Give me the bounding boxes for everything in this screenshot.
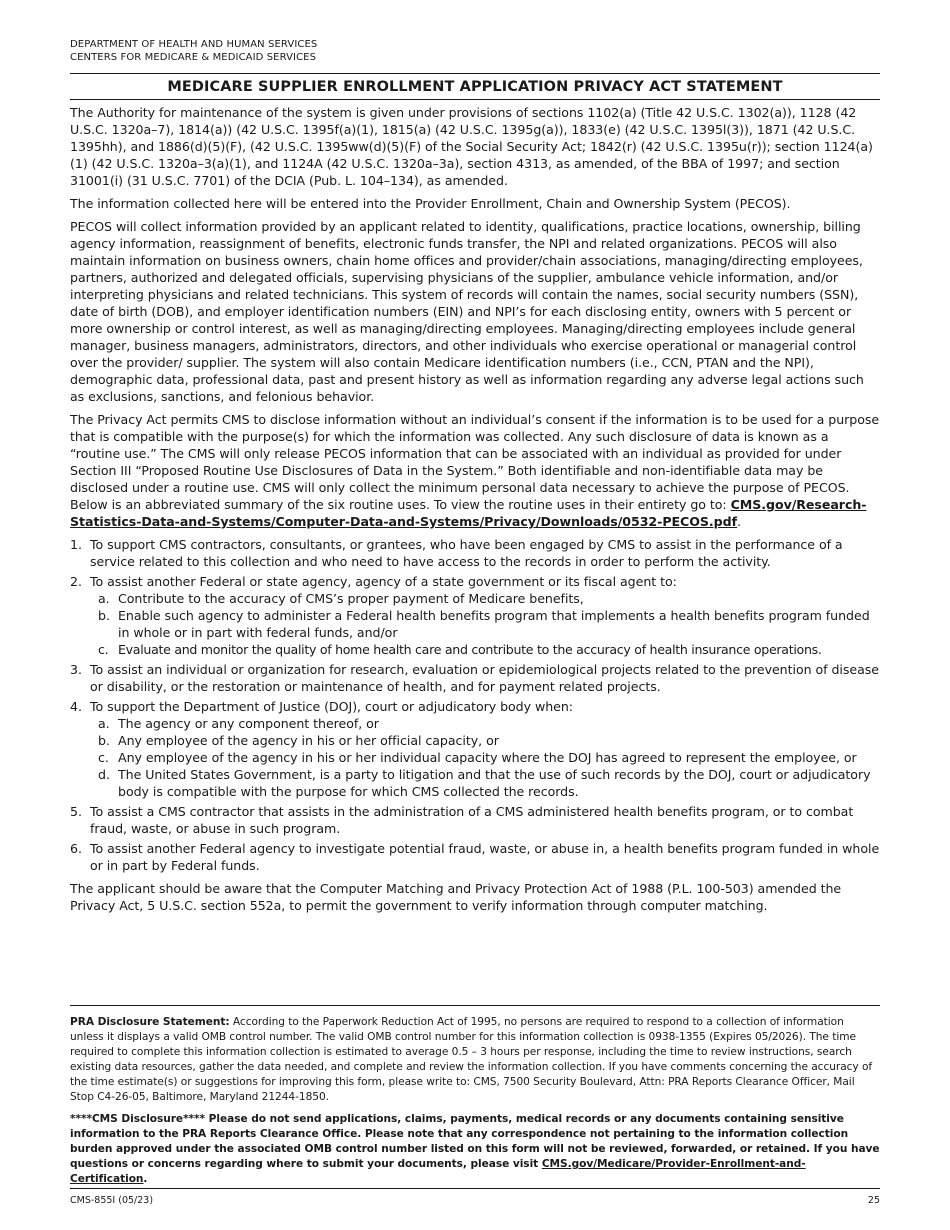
sub-item-letter: c.	[98, 750, 109, 765]
list-item-text: To support the Department of Justice (DOJ), court or adjudicatory body when:	[90, 699, 573, 714]
list-item	[70, 803, 880, 837]
sub-item-letter: d.	[98, 767, 110, 782]
sub-item-letter: b.	[98, 733, 110, 748]
sub-list-item	[90, 641, 880, 658]
computer-matching-paragraph: The applicant should be aware that the Computer Matching and Privacy Protection Act of 1988 (P.L. 100-503) amended the Privacy Act, 5 U.S.C. section 552a, to permit the government to verify information through computer matching.	[70, 881, 842, 913]
statement-body	[70, 104, 880, 914]
privacy-act-paragraph	[70, 411, 880, 530]
title-bottom-rule	[70, 99, 880, 100]
sub-list-item	[90, 766, 880, 800]
cms-disclosure-text: ****CMS Disclosure**** Please do not send applications, claims, payments, medical records or any documents containing sensitive information to the PRA Reports Clearance Office. Please note that any correspondence not pertaining to the information collection burden approved under the associated OMB control number listed on this form will not be reviewed, forwarded, or retained. If you have questions or concerns regarding where to submit your documents, please visit	[70, 1113, 880, 1170]
form-id: CMS-855I (05/23)	[70, 1195, 154, 1206]
list-item-text: To assist an individual or organization for research, evaluation or epidemiological projects related to the prevention of disease or disability, or the restoration or maintenance of health, and for payment related projects.	[90, 662, 879, 694]
pecos-detail-paragraph: PECOS will collect information provided by an applicant related to identity, qualifications, practice locations, ownership, billing agency information, reassignment of benefits, electronic funds transfer, the NPI and related organizations. PECOS will also maintain information on business owners, chain home offices and provider/chain associations, managing/directing employees, partners, authorized and delegated officials, supervising physicians of the supplier, ambulance vehicle information, and/or interpreting physicians and related technicians. This system of records will contain the names, social security numbers (SSN), date of birth (DOB), and employer identification numbers (EIN) and NPI’s for each disclosing entity, owners with 5 percent or more ownership or control interest, as well as managing/directing employees. Managing/directing employees include general manager, business managers, administrators, directors, and other individuals who exercise operational or managerial control over the provider/ supplier. The system will also contain Medicare identification numbers (i.e., CCN, PTAN and the NPI), demographic data, professional data, past and present history as well as information regarding any adverse legal actions such as exclusions, sanctions, and felonious behavior.	[70, 219, 864, 404]
list-item-number: 5.	[70, 804, 82, 819]
list-item	[70, 661, 880, 695]
title-top-rule	[70, 73, 880, 74]
cms-disclosure-end: .	[143, 1173, 148, 1185]
pra-label: PRA Disclosure Statement:	[70, 1016, 230, 1028]
pra-text: According to the Paperwork Reduction Act of 1995, no persons are required to respond to a collection of information unless it displays a valid OMB control number. The valid OMB control number for this information collection is 0938-1355 (Expires 05/2026). The time required to complete this information collection is estimated to average 0.5 – 3 hours per response, including the time to review instructions, search existing data resources, gather the data needed, and complete and review the information collection. If you have comments concerning the accuracy of the time estimate(s) or suggestions for improving this form, please write to: CMS, 7500 Security Boulevard, Attn: PRA Reports Clearance Officer, Mail Stop C4-26-05, Baltimore, Maryland 21244-1850.	[70, 1016, 873, 1103]
routine-uses-list	[70, 536, 880, 874]
sub-item-text: Contribute to the accuracy of CMS’s proper payment of Medicare benefits,	[118, 591, 584, 606]
page-number: 25	[867, 1195, 880, 1206]
sub-list-item	[90, 732, 880, 749]
list-item-text: To assist another Federal or state agency, agency of a state government or its fiscal agent to:	[90, 574, 677, 589]
provider-enrollment-link[interactable]: CMS.gov/Medicare/Provider-Enrollment-and-Certification	[70, 1158, 806, 1185]
sub-list	[90, 715, 880, 800]
sub-item-text: Any employee of the agency in his or her official capacity, or	[118, 733, 499, 748]
agency-line-2: CENTERS FOR MEDICARE & MEDICAID SERVICES	[70, 52, 317, 63]
disclosure-body	[70, 1015, 880, 1187]
list-item-number: 2.	[70, 574, 82, 589]
pecos-intro-paragraph: The information collected here will be entered into the Provider Enrollment, Chain and Ownership System (PECOS).	[70, 196, 791, 211]
agency-header	[70, 38, 880, 64]
sub-list	[90, 590, 880, 658]
sub-item-text: Enable such agency to administer a Federal health benefits program that implements a health benefits program funded in whole or in part with federal funds, and/or	[118, 608, 870, 640]
sub-item-letter: b.	[98, 608, 110, 623]
list-item	[70, 536, 880, 570]
sub-list-item	[90, 749, 880, 766]
list-item	[70, 698, 880, 800]
privacy-act-end: .	[737, 514, 741, 529]
list-item-text: To assist another Federal agency to investigate potential fraud, waste, or abuse in, a health benefits program funded in whole or in part by Federal funds.	[90, 841, 880, 873]
sub-list-item	[90, 590, 880, 607]
sub-item-letter: a.	[98, 591, 110, 606]
cms-disclosure	[70, 1112, 880, 1187]
document-page	[70, 38, 880, 914]
pra-statement	[70, 1015, 880, 1105]
list-item-number: 4.	[70, 699, 82, 714]
privacy-act-text: The Privacy Act permits CMS to disclose information without an individual’s consent if the information is to be used for a purpose that is compatible with the purpose(s) for which the information was collected. Any such disclosure of data is known as a “routine use.” The CMS will only release PECOS information that can be associated with an individual as provided for under Section III “Proposed Routine Use Disclosures of Data in the System.” Both identifiable and non-identifiable data may be disclosed under a routine use. CMS will only collect the minimum personal data necessary to achieve the purpose of PECOS. Below is an abbreviated summary of the six routine uses. To view the routine uses in their entirety go to:	[70, 412, 880, 512]
sub-item-letter: c.	[98, 642, 109, 657]
list-item-number: 6.	[70, 841, 82, 856]
disclosure-rule	[70, 1005, 880, 1006]
sub-list-item	[90, 607, 880, 641]
sub-list-item	[90, 715, 880, 732]
disclosure-section	[70, 1005, 880, 1187]
list-item	[70, 840, 880, 874]
sub-item-text: The United States Government, is a party to litigation and that the use of such records by the DOJ, court or adjudicatory body is compatible with the purpose for which CMS collected the records.	[118, 767, 871, 799]
list-item	[70, 573, 880, 658]
sub-item-text: Any employee of the agency in his or her individual capacity where the DOJ has agreed to represent the employee, or	[118, 750, 857, 765]
list-item-text: To support CMS contractors, consultants, or grantees, who have been engaged by CMS to assist in the performance of a service related to this collection and who need to have access to the records in order to perform the activity.	[90, 537, 843, 569]
list-item-number: 3.	[70, 662, 82, 677]
list-item-number: 1.	[70, 537, 82, 552]
routine-uses-link[interactable]: CMS.gov/Research-Statistics-Data-and-Systems/Computer-Data-and-Systems/Privacy/Downloads/0532-PECOS.pdf	[70, 497, 867, 529]
authority-paragraph: The Authority for maintenance of the system is given under provisions of sections 1102(a) (Title 42 U.S.C. 1302(a)), 1128 (42 U.S.C. 1320a–7), 1814(a)) (42 U.S.C. 1395f(a)(1), 1815(a) (42 U.S.C. 1395g(a)), 1833(e) (42 U.S.C. 1395l(3)), 1871 (42 U.S.C. 1395hh), and 1886(d)(5)(F), (42 U.S.C. 1395ww(d)(5)(F) of the Social Security Act; 1842(r) (42 U.S.C. 1395u(r)); section 1124(a)(1) (42 U.S.C. 1320a–3(a)(1), and 1124A (42 U.S.C. 1320a–3a), section 4313, as amended, of the BBA of 1997; and section 31001(i) (31 U.S.C. 7701) of the DCIA (Pub. L. 104–134), as amended.	[70, 105, 873, 188]
page-footer	[70, 1188, 880, 1206]
sub-item-text: Evaluate and monitor the quality of home health care and contribute to the accuracy of health insurance operations.	[118, 642, 822, 657]
agency-line-1: DEPARTMENT OF HEALTH AND HUMAN SERVICES	[70, 39, 318, 50]
sub-item-text: The agency or any component thereof, or	[118, 716, 379, 731]
sub-item-letter: a.	[98, 716, 110, 731]
list-item-text: To assist a CMS contractor that assists in the administration of a CMS administered health benefits program, or to combat fraud, waste, or abuse in such program.	[90, 804, 854, 836]
page-title: MEDICARE SUPPLIER ENROLLMENT APPLICATION PRIVACY ACT STATEMENT	[167, 79, 783, 95]
